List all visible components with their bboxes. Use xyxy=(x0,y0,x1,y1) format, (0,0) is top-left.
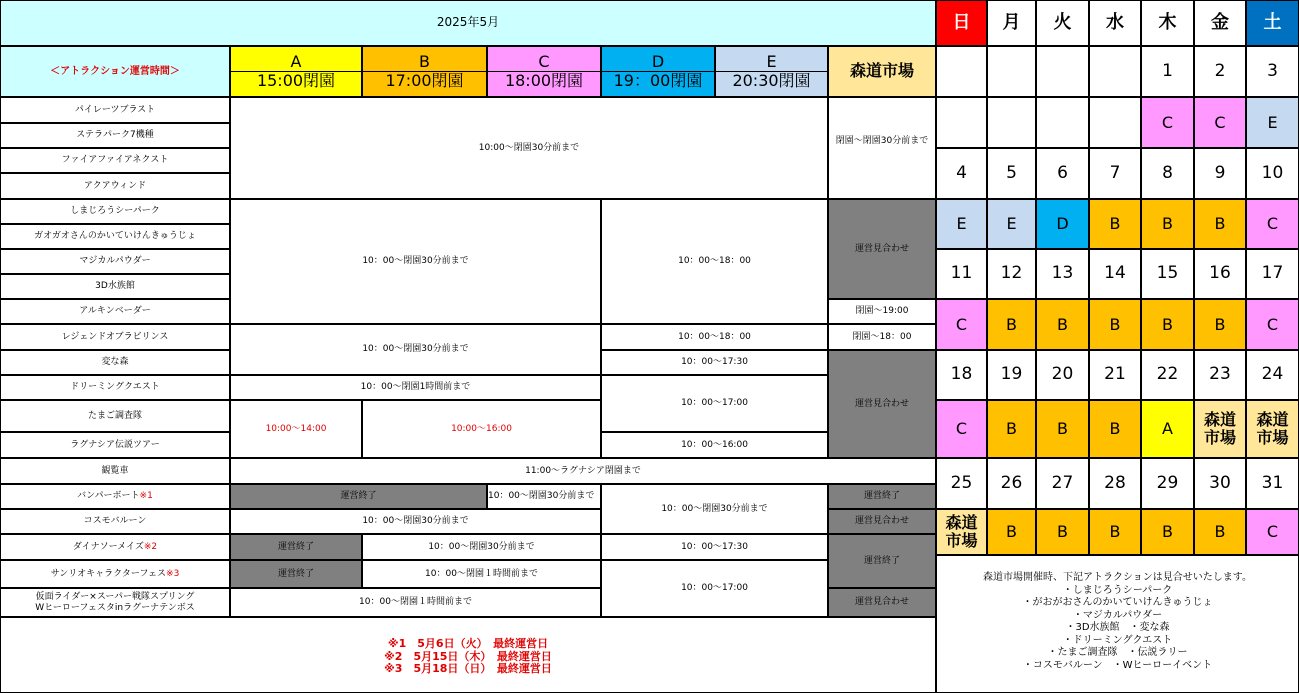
calendar-date xyxy=(1036,46,1089,97)
calendar-date: 20 xyxy=(1036,350,1089,400)
footnote: ※3 5月18日（日） 最終運営日 xyxy=(384,662,552,676)
attraction-name: ガオガオさんのかいていけんきゅうじょ xyxy=(0,224,230,249)
calendar-date: 24 xyxy=(1246,350,1299,400)
hours-label: ＜アトラクション運営時間＞ xyxy=(0,46,230,97)
pattern-d-letter: D xyxy=(651,51,665,71)
attraction-name: しまじろうシーパーク xyxy=(0,199,230,224)
attraction-name: アクアウィンド xyxy=(0,173,230,199)
pattern-e-close: 20:30閉園 xyxy=(716,71,827,90)
calendar-note-item: ・しまじろうシーパーク xyxy=(1062,584,1173,596)
weekday-tue: 火 xyxy=(1036,0,1089,46)
pattern-d-close: 19：00閉園 xyxy=(602,71,714,90)
footnote-mark: ※2 xyxy=(143,541,158,552)
pattern-a-close: 15:00閉園 xyxy=(231,71,361,90)
calendar-date: 29 xyxy=(1141,458,1194,509)
calendar-pattern: 森道市場 xyxy=(936,509,987,555)
calendar-date: 7 xyxy=(1089,148,1141,199)
calendar-date: 22 xyxy=(1141,350,1194,400)
calendar-date: 21 xyxy=(1089,350,1141,400)
calendar-note xyxy=(936,555,1299,693)
hours-cell: 11:00～ラグナシア閉園まで xyxy=(230,458,936,484)
calendar-date: 4 xyxy=(936,148,987,199)
calendar-date: 11 xyxy=(936,249,987,299)
calendar-date: 10 xyxy=(1246,148,1299,199)
hours-cell-closed: 運営終了 xyxy=(230,484,487,509)
calendar-pattern: B xyxy=(1141,299,1194,350)
hours-cell-closed: 運営終了 xyxy=(230,534,362,560)
pattern-e-header xyxy=(715,46,828,97)
hours-cell-morimichi: 閉園～閉園30分前まで xyxy=(828,97,936,199)
attraction-name: ファイアファイアネクスト xyxy=(0,148,230,173)
weekday-sun: 日 xyxy=(936,0,987,46)
footnotes xyxy=(0,617,936,693)
footnote-mark: ※3 xyxy=(166,568,180,579)
weekday-sat: 土 xyxy=(1246,0,1299,46)
hours-cell: 10:00～14:00 xyxy=(230,400,362,458)
hours-cell-morimichi: 運営見合わせ xyxy=(828,588,936,617)
hours-cell: 10：00～閉園30分前まで xyxy=(362,534,601,560)
calendar-date: 12 xyxy=(987,249,1036,299)
calendar-note-item: ・たまご調査隊 ・伝説ラリー xyxy=(1047,647,1188,658)
hours-cell: 10：00～閉園30分前まで xyxy=(601,484,828,534)
calendar-pattern: B xyxy=(1194,509,1246,555)
attraction-name-text: ダイナソーメイズ xyxy=(72,541,144,552)
attraction-name: 変な森 xyxy=(0,350,230,375)
weekday-thu: 木 xyxy=(1141,0,1194,46)
hours-cell: 10：00～17:30 xyxy=(601,350,828,375)
hours-cell-morimichi: 運営見合わせ xyxy=(828,199,936,299)
calendar-date: 3 xyxy=(1246,46,1299,97)
attraction-name: たまご調査隊 xyxy=(0,400,230,432)
calendar-pattern: 森道市場 xyxy=(1246,400,1299,458)
calendar-pattern: E xyxy=(1246,97,1299,148)
attraction-name: 観覧車 xyxy=(0,458,230,484)
pattern-b-header xyxy=(362,46,487,97)
hours-cell: 10：00～16:00 xyxy=(601,432,828,458)
hours-cell-morimichi: 閉園～18：00 xyxy=(828,324,936,350)
calendar-note-intro: 森道市場開催時、下記アトラクションは見合せいたします。 xyxy=(983,572,1252,583)
attraction-name xyxy=(0,534,230,560)
pattern-a-header xyxy=(230,46,362,97)
calendar-pattern: B xyxy=(987,400,1036,458)
footnote: ※1 5月6日（火） 最終運営日 xyxy=(387,637,549,651)
weekday-wed: 水 xyxy=(1089,0,1141,46)
attraction-name-text: Wヒーローフェスタinラグーナテンボス xyxy=(35,602,195,613)
hours-cell-morimichi: 運営終了 xyxy=(828,534,936,588)
calendar-pattern: B xyxy=(1036,400,1089,458)
hours-cell: 10：00～閉園１時間前まで xyxy=(362,560,601,588)
attraction-name-text: サンリオキャラクターフェス xyxy=(50,568,167,579)
calendar-pattern: B xyxy=(1089,199,1141,249)
attraction-name: ステラパーク7機種 xyxy=(0,123,230,148)
calendar-pattern: C xyxy=(936,299,987,350)
hours-cell-morimichi: 運営見合わせ xyxy=(828,509,936,534)
footnote: ※2 5月15日（木） 最終運営日 xyxy=(384,649,552,663)
calendar-date: 14 xyxy=(1089,249,1141,299)
calendar-pattern: B xyxy=(987,299,1036,350)
calendar-date: 16 xyxy=(1194,249,1246,299)
hours-cell: 10：00～18：00 xyxy=(601,199,828,324)
calendar-note-item: ・マジカルパウダー xyxy=(1072,609,1163,621)
attraction-name: 3D水族館 xyxy=(0,274,230,299)
attraction-name: パイレーツブラスト xyxy=(0,97,230,123)
calendar-date xyxy=(1089,46,1141,97)
calendar-pattern: B xyxy=(987,509,1036,555)
calendar-pattern xyxy=(1089,97,1141,148)
calendar-date: 27 xyxy=(1036,458,1089,509)
hours-cell-closed: 運営終了 xyxy=(230,560,362,588)
calendar-note-item: ・3D水族館 ・変な森 xyxy=(1065,622,1170,633)
calendar-date: 1 xyxy=(1141,46,1194,97)
calendar-pattern: C xyxy=(936,400,987,458)
calendar-date: 2 xyxy=(1194,46,1246,97)
pattern-a-letter: A xyxy=(290,51,302,71)
hours-cell: 10：00～閉園30分前まで xyxy=(230,324,601,375)
calendar-pattern: D xyxy=(1036,199,1089,249)
calendar-pattern xyxy=(936,97,987,148)
attraction-name: ラグナシア伝説ツアー xyxy=(0,432,230,458)
calendar-date: 19 xyxy=(987,350,1036,400)
calendar-date: 13 xyxy=(1036,249,1089,299)
attraction-name xyxy=(0,560,230,588)
attraction-name xyxy=(0,484,230,509)
calendar-pattern: C xyxy=(1246,199,1299,249)
calendar-pattern xyxy=(987,97,1036,148)
footnote-mark: ※1 xyxy=(139,491,153,502)
calendar-pattern: B xyxy=(1036,299,1089,350)
calendar-date: 5 xyxy=(987,148,1036,199)
page-title: 2025年5月 xyxy=(0,0,936,46)
calendar-pattern: B xyxy=(1141,199,1194,249)
calendar-date: 6 xyxy=(1036,148,1089,199)
hours-cell: 10：00～17:30 xyxy=(601,534,828,560)
hours-cell: 10：00～18：00 xyxy=(601,324,828,350)
calendar-pattern: B xyxy=(1089,400,1141,458)
hours-cell: 10：00～閉園１時間前まで xyxy=(230,588,601,617)
hours-cell: 10：00～閉園30分前まで xyxy=(230,199,601,324)
calendar-pattern: B xyxy=(1141,509,1194,555)
calendar-date: 26 xyxy=(987,458,1036,509)
calendar-pattern: 森道市場 xyxy=(1194,400,1246,458)
calendar-pattern: E xyxy=(987,199,1036,249)
calendar-date: 17 xyxy=(1246,249,1299,299)
calendar-date: 15 xyxy=(1141,249,1194,299)
pattern-b-close: 17:00閉園 xyxy=(363,71,486,90)
calendar-date: 28 xyxy=(1089,458,1141,509)
pattern-b-letter: B xyxy=(419,51,430,71)
weekday-fri: 金 xyxy=(1194,0,1246,46)
hours-cell: 10：00～17:00 xyxy=(601,375,828,432)
calendar-pattern: E xyxy=(936,199,987,249)
attraction-name: アルキンベーダー xyxy=(0,299,230,324)
calendar-pattern: C xyxy=(1141,97,1194,148)
hours-cell-morimichi: 運営終了 xyxy=(828,484,936,509)
calendar-date: 31 xyxy=(1246,458,1299,509)
attraction-name-text: 仮面ライダー×スーパー戦隊スプリング xyxy=(35,592,195,603)
calendar-pattern: B xyxy=(1089,299,1141,350)
calendar-date: 23 xyxy=(1194,350,1246,400)
calendar-pattern: A xyxy=(1141,400,1194,458)
calendar-date: 9 xyxy=(1194,148,1246,199)
hours-cell-morimichi: 運営見合わせ xyxy=(828,350,936,458)
hours-cell: 10：00～閉園1時間前まで xyxy=(230,375,601,400)
calendar-pattern: C xyxy=(1246,509,1299,555)
calendar-note-item: ・ドリーミングクエスト xyxy=(1062,634,1173,646)
hours-cell: 10：00～17:00 xyxy=(601,560,828,617)
hours-cell-morimichi: 閉園～19:00 xyxy=(828,299,936,324)
morimichi-header: 森道市場 xyxy=(828,46,936,97)
attraction-name: ドリーミングクエスト xyxy=(0,375,230,400)
calendar-pattern xyxy=(1036,97,1089,148)
calendar-date: 25 xyxy=(936,458,987,509)
calendar-date: 8 xyxy=(1141,148,1194,199)
calendar-pattern: B xyxy=(1089,509,1141,555)
pattern-d-header xyxy=(601,46,715,97)
pattern-c-header xyxy=(487,46,601,97)
hours-cell: 10：00～閉園30分前まで xyxy=(230,509,601,534)
calendar-pattern: B xyxy=(1036,509,1089,555)
calendar-pattern: B xyxy=(1194,299,1246,350)
calendar-date xyxy=(987,46,1036,97)
attraction-name-text: バンパーボート xyxy=(77,491,140,502)
pattern-e-letter: E xyxy=(766,51,777,71)
weekday-mon: 月 xyxy=(987,0,1036,46)
hours-cell: 10：00～閉園30分前まで xyxy=(487,484,601,509)
calendar-pattern: B xyxy=(1194,199,1246,249)
attraction-name: レジェンドオブラビリンス xyxy=(0,324,230,350)
calendar-note-item: ・コスモバルーン ・Wヒーローイベント xyxy=(1022,659,1213,671)
calendar-date: 30 xyxy=(1194,458,1246,509)
hours-cell: 10:00～16:00 xyxy=(362,400,601,458)
attraction-name: コスモバルーン xyxy=(0,509,230,534)
calendar-note-item: ・がおがおさんのかいていけんきゅうじょ xyxy=(1022,597,1213,608)
pattern-c-letter: C xyxy=(538,51,550,71)
attraction-name: マジカルパウダー xyxy=(0,249,230,274)
calendar-pattern: C xyxy=(1246,299,1299,350)
attraction-name xyxy=(0,588,230,617)
calendar-date: 18 xyxy=(936,350,987,400)
hours-cell: 10:00～閉園30分前まで xyxy=(230,97,828,199)
calendar-pattern: C xyxy=(1194,97,1246,148)
calendar-date xyxy=(936,46,987,97)
pattern-c-close: 18:00閉園 xyxy=(488,71,600,90)
